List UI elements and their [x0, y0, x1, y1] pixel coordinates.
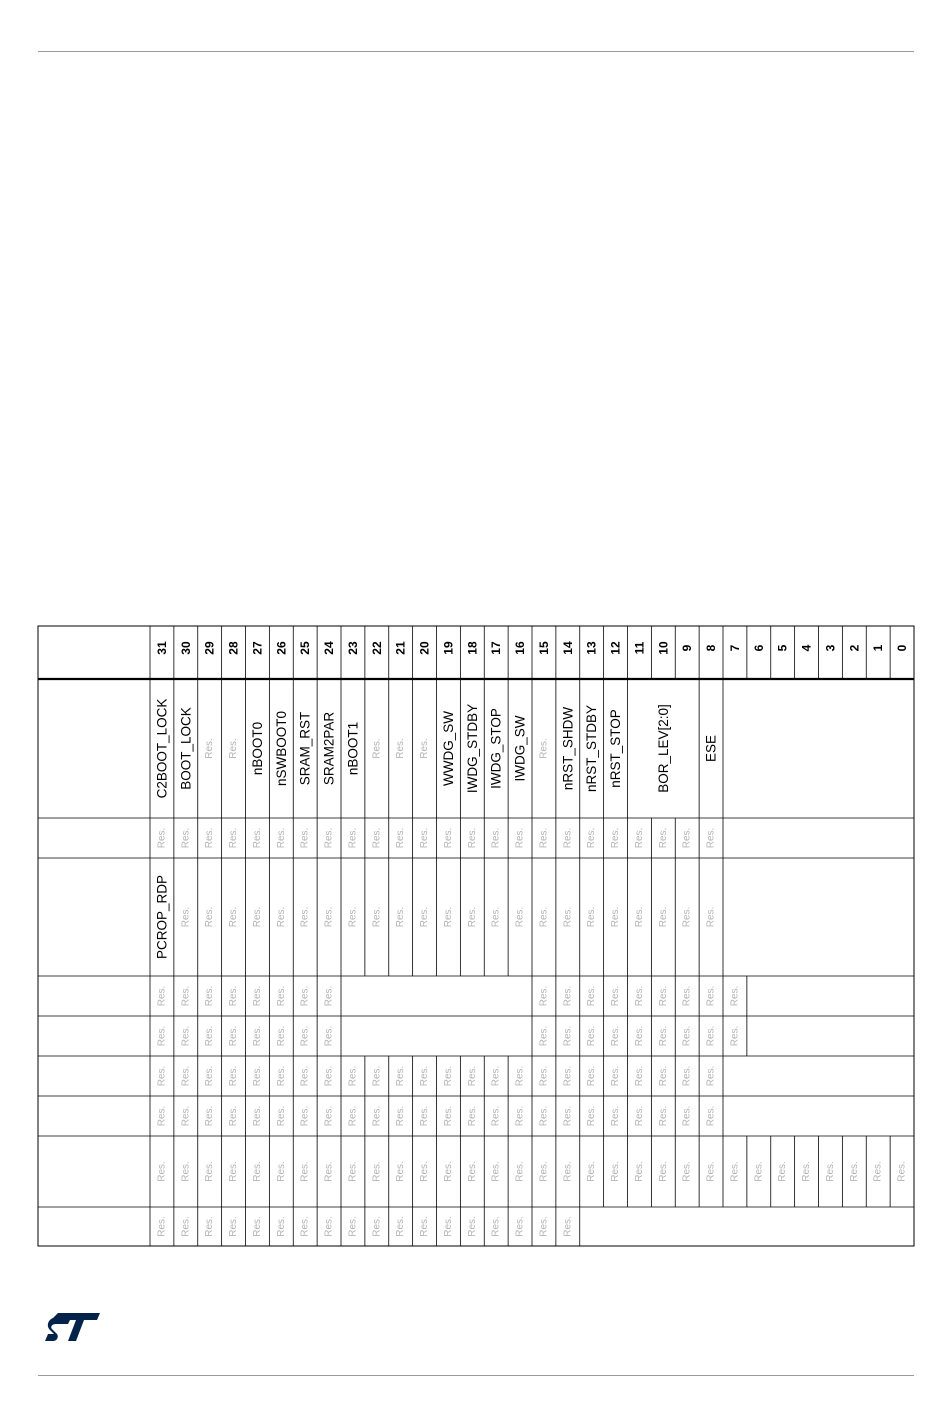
reserved-bit-label: Res.: [275, 1161, 287, 1182]
bit-number-15: 15: [536, 641, 551, 655]
reserved-bit-label: Res.: [228, 1025, 240, 1047]
field-name-bor-lev-2-0-: BOR_LEV[2:0]: [655, 704, 671, 793]
reserved-bit-label: Res.: [633, 1025, 645, 1047]
reserved-bit-label: Res.: [419, 1105, 431, 1127]
reserved-bit-label: Res.: [514, 1216, 526, 1237]
reserved-bit-label: Res.: [419, 1216, 431, 1237]
reserved-bit-label: Res.: [610, 1161, 622, 1182]
reserved-bit-label: Res.: [323, 985, 335, 1007]
reserved-bit-label: Res.: [514, 1105, 526, 1127]
reserved-bit-label: Res.: [228, 1216, 240, 1237]
reserved-bit-label: Res.: [180, 1065, 192, 1087]
reserved-bit-label: Res.: [323, 1065, 335, 1087]
reserved-bit-label: Res.: [371, 738, 383, 759]
reserved-bit-label: Res.: [586, 985, 598, 1007]
bit-number-0: 0: [895, 644, 910, 652]
reserved-bit-label: Res.: [228, 827, 240, 849]
bit-number-29: 29: [202, 641, 217, 655]
bit-number-3: 3: [823, 644, 838, 652]
field-name-c2boot-lock: C2BOOT_LOCK: [154, 698, 170, 799]
reserved-bit-label: Res.: [251, 1065, 263, 1087]
reserved-bit-label: Res.: [729, 985, 741, 1007]
reserved-bit-label: Res.: [610, 1105, 622, 1127]
field-name-iwdg-sw: IWDG_SW: [512, 715, 528, 782]
field-name-pcrop-rdp: PCROP_RDP: [154, 874, 170, 960]
bit-number-27: 27: [250, 641, 265, 655]
reserved-bit-label: Res.: [251, 906, 263, 928]
reserved-bit-label: Res.: [395, 1105, 407, 1127]
reserved-bit-label: Res.: [442, 1161, 454, 1182]
reserved-bit-label: Res.: [466, 1105, 478, 1127]
reserved-bit-label: Res.: [275, 827, 287, 849]
reserved-bit-label: Res.: [466, 827, 478, 849]
reserved-bit-label: Res.: [228, 1105, 240, 1127]
reserved-bit-label: Res.: [538, 906, 550, 928]
reserved-bit-label: Res.: [299, 1216, 311, 1237]
reserved-bit-label: Res.: [299, 1105, 311, 1127]
reserved-bit-label: Res.: [562, 1065, 574, 1087]
reserved-bit-label: Res.: [681, 1161, 693, 1182]
field-name-nboot0: nBOOT0: [249, 721, 265, 776]
reserved-bit-label: Res.: [442, 1216, 454, 1237]
reserved-bit-label: Res.: [538, 1105, 550, 1127]
field-name-sram2par: SRAM2PAR: [321, 711, 337, 786]
bit-number-23: 23: [345, 641, 360, 655]
reserved-bit-label: Res.: [275, 906, 287, 928]
reserved-bit-label: Res.: [204, 827, 216, 849]
reserved-bit-label: Res.: [538, 738, 550, 759]
reserved-bit-label: Res.: [681, 1065, 693, 1087]
bit-number-20: 20: [417, 641, 432, 655]
reserved-bit-label: Res.: [204, 1161, 216, 1182]
reserved-bit-label: Res.: [299, 906, 311, 928]
reserved-bit-label: Res.: [633, 827, 645, 849]
reserved-bit-label: Res.: [466, 906, 478, 928]
reserved-bit-label: Res.: [371, 1161, 383, 1182]
reserved-bit-label: Res.: [275, 1105, 287, 1127]
bit-number-13: 13: [584, 641, 599, 655]
reserved-bit-label: Res.: [586, 827, 598, 849]
reserved-bit-label: Res.: [395, 1065, 407, 1087]
reserved-bit-label: Res.: [371, 906, 383, 928]
reserved-bit-label: Res.: [633, 1105, 645, 1127]
field-name-sram-rst: SRAM_RST: [297, 711, 313, 786]
reserved-bit-label: Res.: [538, 1065, 550, 1087]
reserved-bit-label: Res.: [299, 985, 311, 1007]
reserved-bit-label: Res.: [705, 827, 717, 849]
reserved-bit-label: Res.: [538, 1025, 550, 1047]
reserved-bit-label: Res.: [323, 1025, 335, 1047]
bit-number-30: 30: [178, 641, 193, 655]
bit-number-26: 26: [274, 641, 289, 655]
reserved-bit-label: Res.: [275, 1216, 287, 1237]
reserved-bit-label: Res.: [538, 985, 550, 1007]
reserved-bit-label: Res.: [562, 1025, 574, 1047]
reserved-bit-label: Res.: [347, 1161, 359, 1182]
bit-number-4: 4: [799, 644, 814, 652]
reserved-bit-label: Res.: [586, 906, 598, 928]
reserved-bit-label: Res.: [180, 1025, 192, 1047]
bit-number-22: 22: [369, 641, 384, 655]
reserved-bit-label: Res.: [466, 1065, 478, 1087]
reserved-bit-label: Res.: [156, 827, 168, 849]
reserved-bit-label: Res.: [180, 985, 192, 1007]
bit-number-5: 5: [775, 644, 790, 652]
reserved-bit-label: Res.: [442, 827, 454, 849]
reserved-bit-label: Res.: [419, 827, 431, 849]
reserved-bit-label: Res.: [156, 1025, 168, 1047]
reserved-bit-label: Res.: [729, 1161, 741, 1182]
reserved-bit-label: Res.: [323, 827, 335, 849]
reserved-bit-label: Res.: [705, 1161, 717, 1182]
reserved-bit-label: Res.: [156, 985, 168, 1007]
reserved-bit-label: Res.: [204, 985, 216, 1007]
reserved-bit-label: Res.: [538, 827, 550, 849]
st-logo: [44, 1310, 102, 1344]
reserved-bit-label: Res.: [323, 1216, 335, 1237]
reserved-bit-label: Res.: [562, 1216, 574, 1237]
reserved-bit-label: Res.: [610, 906, 622, 928]
reserved-bit-label: Res.: [180, 1105, 192, 1127]
bit-number-14: 14: [560, 641, 575, 655]
reserved-bit-label: Res.: [562, 906, 574, 928]
reserved-bit-label: Res.: [729, 1025, 741, 1047]
reserved-bit-label: Res.: [490, 1065, 502, 1087]
field-name-wwdg-sw: WWDG_SW: [440, 711, 456, 786]
reserved-bit-label: Res.: [299, 827, 311, 849]
reserved-bit-label: Res.: [156, 1065, 168, 1087]
bit-number-19: 19: [441, 641, 456, 655]
reserved-bit-label: Res.: [275, 985, 287, 1007]
reserved-bit-label: Res.: [538, 1216, 550, 1237]
reserved-bit-label: Res.: [323, 906, 335, 928]
reserved-bit-label: Res.: [896, 1161, 908, 1182]
reserved-bit-label: Res.: [371, 1216, 383, 1237]
reserved-bit-label: Res.: [395, 827, 407, 849]
reserved-bit-label: Res.: [538, 1161, 550, 1182]
reserved-bit-label: Res.: [490, 827, 502, 849]
reserved-bit-label: Res.: [562, 985, 574, 1007]
reserved-bit-label: Res.: [586, 1105, 598, 1127]
reserved-bit-label: Res.: [586, 1161, 598, 1182]
reserved-bit-label: Res.: [442, 1065, 454, 1087]
reserved-bit-label: Res.: [610, 827, 622, 849]
bit-number-31: 31: [154, 641, 169, 655]
reserved-bit-label: Res.: [395, 1161, 407, 1182]
reserved-bit-label: Res.: [610, 1065, 622, 1087]
reserved-bit-label: Res.: [251, 1216, 263, 1237]
reserved-bit-label: Res.: [347, 1216, 359, 1237]
reserved-bit-label: Res.: [347, 1065, 359, 1087]
field-name-iwdg-stop: IWDG_STOP: [488, 708, 504, 789]
reserved-bit-label: Res.: [657, 906, 669, 928]
field-name-nswboot0: nSWBOOT0: [273, 710, 289, 787]
reserved-bit-label: Res.: [347, 827, 359, 849]
reserved-bit-label: Res.: [251, 827, 263, 849]
bit-number-1: 1: [871, 644, 886, 652]
field-name-nrst-shdw: nRST_SHDW: [560, 706, 576, 791]
reserved-bit-label: Res.: [657, 827, 669, 849]
reserved-bit-label: Res.: [610, 985, 622, 1007]
reserved-bit-label: Res.: [228, 1065, 240, 1087]
reserved-bit-label: Res.: [681, 906, 693, 928]
bit-number-17: 17: [489, 641, 504, 655]
reserved-bit-label: Res.: [824, 1161, 836, 1182]
bit-number-24: 24: [322, 641, 337, 655]
reserved-bit-label: Res.: [251, 985, 263, 1007]
reserved-bit-label: Res.: [299, 1065, 311, 1087]
bit-number-10: 10: [656, 641, 671, 655]
reserved-bit-label: Res.: [228, 985, 240, 1007]
reserved-bit-label: Res.: [777, 1161, 789, 1182]
reserved-bit-label: Res.: [228, 738, 240, 759]
reserved-bit-label: Res.: [204, 1065, 216, 1087]
reserved-bit-label: Res.: [395, 738, 407, 759]
reserved-bit-label: Res.: [586, 1025, 598, 1047]
reserved-bit-label: Res.: [490, 1105, 502, 1127]
bit-number-16: 16: [513, 641, 528, 655]
reserved-bit-label: Res.: [251, 1025, 263, 1047]
reserved-bit-label: Res.: [299, 1025, 311, 1047]
reserved-bit-label: Res.: [204, 1025, 216, 1047]
reserved-bit-label: Res.: [490, 1161, 502, 1182]
reserved-bit-label: Res.: [633, 985, 645, 1007]
reserved-bit-label: Res.: [514, 827, 526, 849]
reserved-bit-label: Res.: [204, 1216, 216, 1237]
reserved-bit-label: Res.: [562, 827, 574, 849]
reserved-bit-label: Res.: [466, 1161, 478, 1182]
reserved-bit-label: Res.: [657, 985, 669, 1007]
reserved-bit-label: Res.: [419, 906, 431, 928]
reserved-bit-label: Res.: [514, 1065, 526, 1087]
bit-number-21: 21: [393, 641, 408, 655]
reserved-bit-label: Res.: [180, 827, 192, 849]
reserved-bit-label: Res.: [562, 1161, 574, 1182]
reserved-bit-label: Res.: [395, 906, 407, 928]
reserved-bit-label: Res.: [681, 1025, 693, 1047]
reserved-bit-label: Res.: [180, 1161, 192, 1182]
reserved-bit-label: Res.: [753, 1161, 765, 1182]
reserved-bit-label: Res.: [275, 1065, 287, 1087]
reserved-bit-label: Res.: [419, 738, 431, 759]
reserved-bit-label: Res.: [156, 1105, 168, 1127]
reserved-bit-label: Res.: [586, 1065, 598, 1087]
reserved-bit-label: Res.: [442, 1105, 454, 1127]
bit-number-2: 2: [847, 644, 862, 652]
reserved-bit-label: Res.: [705, 1025, 717, 1047]
field-name-nrst-stop: nRST_STOP: [608, 709, 624, 788]
reserved-bit-label: Res.: [204, 906, 216, 928]
reserved-bit-label: Res.: [466, 1216, 478, 1237]
reserved-bit-label: Res.: [251, 1161, 263, 1182]
reserved-bit-label: Res.: [514, 1161, 526, 1182]
field-name-boot-lock: BOOT_LOCK: [178, 707, 194, 790]
reserved-bit-label: Res.: [156, 1216, 168, 1237]
reserved-bit-label: Res.: [705, 906, 717, 928]
reserved-bit-label: Res.: [633, 1065, 645, 1087]
reserved-bit-label: Res.: [681, 1105, 693, 1127]
reserved-bit-label: Res.: [299, 1161, 311, 1182]
reserved-bit-label: Res.: [657, 1065, 669, 1087]
bit-number-8: 8: [704, 644, 719, 652]
reserved-bit-label: Res.: [156, 1161, 168, 1182]
field-name-nrst-stdby: nRST_STDBY: [584, 704, 600, 793]
reserved-bit-label: Res.: [801, 1161, 813, 1182]
bit-number-28: 28: [226, 641, 241, 655]
reserved-bit-label: Res.: [371, 1105, 383, 1127]
reserved-bit-label: Res.: [275, 1025, 287, 1047]
reserved-bit-label: Res.: [251, 1105, 263, 1127]
field-name-nboot1: nBOOT1: [345, 721, 361, 776]
footer-rule: [38, 1375, 914, 1376]
reserved-bit-label: Res.: [228, 1161, 240, 1182]
reserved-bit-label: Res.: [657, 1161, 669, 1182]
reserved-bit-label: Res.: [872, 1161, 884, 1182]
bit-number-11: 11: [632, 641, 647, 655]
reserved-bit-label: Res.: [681, 985, 693, 1007]
reserved-bit-label: Res.: [419, 1065, 431, 1087]
reserved-bit-label: Res.: [323, 1105, 335, 1127]
reserved-bit-label: Res.: [657, 1105, 669, 1127]
reserved-bit-label: Res.: [610, 1025, 622, 1047]
reserved-bit-label: Res.: [681, 827, 693, 849]
reserved-bit-label: Res.: [442, 906, 454, 928]
reserved-bit-label: Res.: [490, 1216, 502, 1237]
reserved-bit-label: Res.: [490, 906, 502, 928]
reserved-bit-label: Res.: [180, 1216, 192, 1237]
bit-number-12: 12: [608, 641, 623, 655]
field-name-ese: ESE: [703, 734, 719, 763]
reserved-bit-label: Res.: [347, 1105, 359, 1127]
reserved-bit-label: Res.: [323, 1161, 335, 1182]
reserved-bit-label: Res.: [204, 1105, 216, 1127]
reserved-bit-label: Res.: [395, 1216, 407, 1237]
reserved-bit-label: Res.: [514, 906, 526, 928]
reserved-bit-label: Res.: [705, 1105, 717, 1127]
bit-number-9: 9: [680, 644, 695, 652]
bit-number-25: 25: [298, 641, 313, 655]
reserved-bit-label: Res.: [657, 1025, 669, 1047]
reserved-bit-label: Res.: [705, 1065, 717, 1087]
reserved-bit-label: Res.: [228, 906, 240, 928]
bit-number-18: 18: [465, 641, 480, 655]
reserved-bit-label: Res.: [633, 1161, 645, 1182]
reserved-bit-label: Res.: [204, 738, 216, 759]
reserved-bit-label: Res.: [347, 906, 359, 928]
reserved-bit-label: Res.: [371, 827, 383, 849]
bit-number-6: 6: [751, 644, 766, 652]
reserved-bit-label: Res.: [562, 1105, 574, 1127]
bit-number-7: 7: [727, 644, 742, 652]
reserved-bit-label: Res.: [419, 1161, 431, 1182]
field-name-iwdg-stdby: IWDG_STDBY: [464, 703, 480, 794]
reserved-bit-label: Res.: [848, 1161, 860, 1182]
reserved-bit-label: Res.: [180, 906, 192, 928]
reserved-bit-label: Res.: [633, 906, 645, 928]
reserved-bit-label: Res.: [371, 1065, 383, 1087]
reserved-bit-label: Res.: [705, 985, 717, 1007]
